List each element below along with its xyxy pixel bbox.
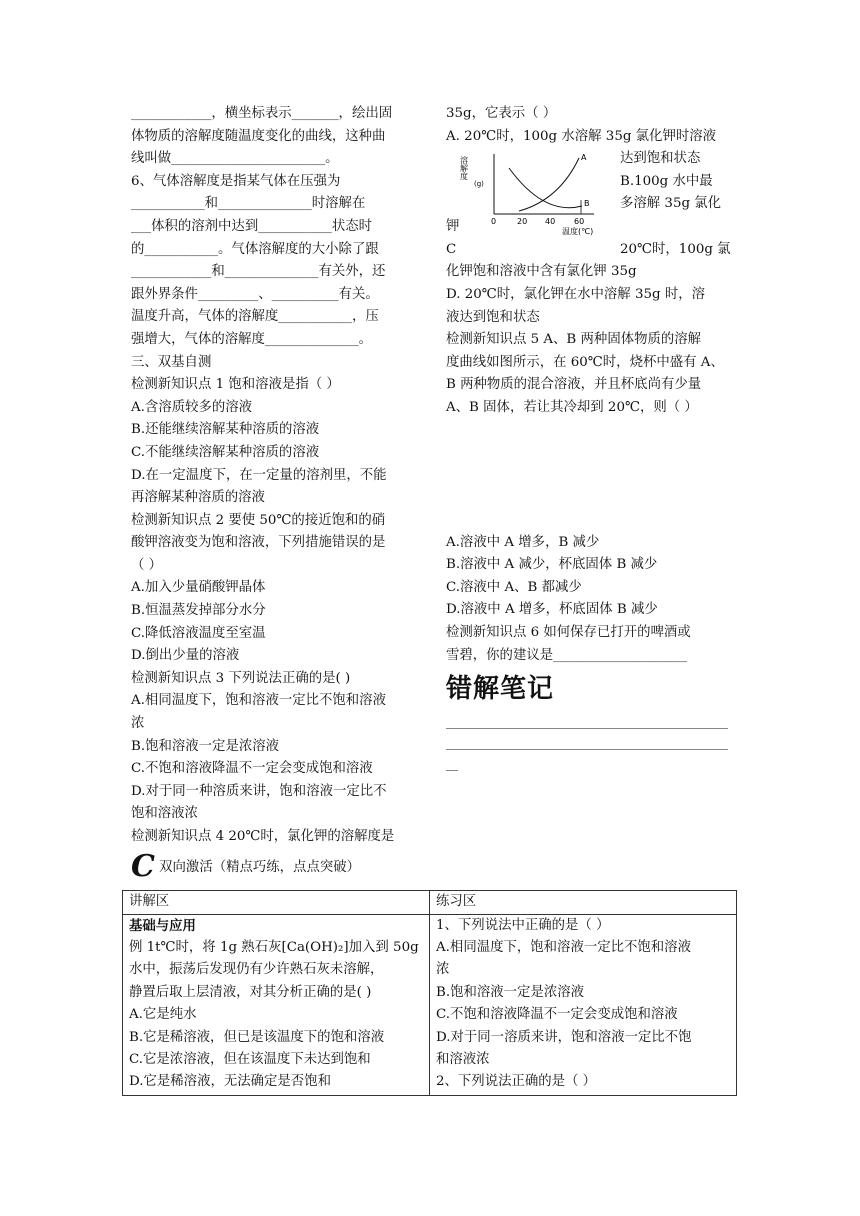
- left-line-3: 6、气体溶解度是指某气体在压强为: [131, 173, 341, 189]
- right-after-graph: [446, 261, 732, 419]
- left-line-4: ___________和______________时溶解在: [131, 196, 366, 212]
- right-top-lines: [446, 103, 732, 148]
- x-axis-label: 温度(℃): [562, 227, 594, 237]
- left-line-8: 跟外界条件_________、__________有关。: [131, 286, 379, 302]
- explain-line-1: 水中，振荡后发现仍有少许熟石灰未溶解，: [129, 962, 384, 978]
- left-line-9: 温度升高，气体的溶解度___________，压: [131, 309, 379, 325]
- practice-line-1: A.相同温度下，饱和溶液一定比不饱和溶液: [436, 939, 691, 955]
- x-tick-20: 20: [517, 217, 528, 227]
- practice-line-5: D.对于同一溶质来讲，饱和溶液一定比不饱: [436, 1029, 692, 1045]
- left-column: [131, 103, 419, 849]
- graph-side-line-0: 达到饱和状态: [620, 151, 701, 167]
- left-line-25: 检测新知识点 3 下列说法正确的是( ): [131, 670, 351, 686]
- left-line-12: 检测新知识点 1 饱和溶液是指（ ）: [131, 377, 340, 393]
- explain-line-6: D.它是稀溶液，无法确定是否饱和: [129, 1074, 331, 1090]
- practice-table: [122, 890, 737, 1096]
- right-option-line-4: 检测新知识点 6 如何保存已打开的啤酒或: [446, 624, 691, 640]
- solubility-graph: [459, 148, 614, 238]
- left-line-17: 再溶解某种溶质的溶液: [131, 490, 265, 506]
- right-option-line-2: C.溶液中 A、B 都减少: [446, 579, 582, 595]
- left-line-5: ___体积的溶剂中达到___________状态时: [131, 218, 373, 234]
- explain-line-0: 例 1t℃时，将 1g 熟石灰[Ca(OH)₂]加入到 50g: [129, 939, 419, 955]
- left-line-29: C.不饱和溶液降温不一定会变成饱和溶液: [131, 761, 373, 777]
- right-after-line-4: 度曲线如图所示，在 60℃时，烧杯中盛有 A、: [446, 354, 724, 370]
- right-after-line-6: A、B 固体，若让其冷却到 20℃，则（ ）: [446, 399, 698, 415]
- left-line-20: （ ）: [131, 557, 163, 573]
- left-line-24: D.倒出少量的溶液: [131, 648, 240, 664]
- right-after-line-0: 化钾饱和溶液中含有氯化钾 35g: [446, 264, 637, 280]
- curve-b: [509, 168, 582, 208]
- left-line-10: 强增大，气体的溶解度______________。: [131, 331, 373, 347]
- left-line-31: 饱和溶液浓: [131, 806, 198, 822]
- notes-line-3: [446, 750, 458, 771]
- explain-line-3: A.它是纯水: [129, 1007, 197, 1023]
- header-practice: 练习区: [430, 891, 737, 915]
- right-after-line-1: D. 20℃时，氯化钾在水中溶解 35g 时，溶: [446, 286, 705, 302]
- left-line-21: A.加入少量硝酸钾晶体: [131, 580, 266, 596]
- header-explain: 讲解区: [123, 891, 430, 915]
- right-column: [446, 103, 732, 771]
- left-line-15: C.不能继续溶解某种溶质的溶液: [131, 444, 320, 460]
- left-line-18: 检测新知识点 2 要使 50℃的接近饱和的硝: [131, 512, 386, 528]
- right-options: [446, 532, 732, 668]
- right-after-line-5: B 两种物质的混合溶液，并且杯底尚有少量: [446, 377, 702, 393]
- left-line-32: 检测新知识点 4 20℃时，氯化钾的溶解度是: [131, 829, 395, 844]
- right-option-line-0: A.溶液中 A 增多，B 减少: [446, 534, 600, 550]
- practice-line-0: 1、下列说法中正确的是（ ）: [436, 917, 610, 933]
- explain-subheading: 基础与应用: [129, 917, 196, 934]
- x-tick-40: 40: [545, 217, 556, 227]
- y-axis-label: 溶解度: [459, 156, 469, 181]
- right-option-line-5: 雪碧，你的建议是____________________: [446, 647, 688, 663]
- left-line-13: A.含溶质较多的溶液: [131, 399, 253, 415]
- left-line-6: 的___________。气体溶解度的大小除了跟: [131, 241, 379, 257]
- right-after-line-3: 检测新知识点 5 A、B 两种固体物质的溶解: [446, 332, 702, 348]
- graph-wrap-line-1: C 20℃时，100g 氯: [446, 239, 732, 262]
- left-line-26: A.相同温度下，饱和溶液一定比不饱和溶液: [131, 693, 386, 709]
- left-line-30: D.对于同一种溶质来讲，饱和溶液一定比不: [131, 783, 387, 799]
- left-line-11: 三、双基自测: [131, 354, 212, 370]
- graph-row: [446, 148, 732, 238]
- graph-side-line-2: 多溶解 35g 氯化: [620, 196, 722, 212]
- graph-wrap-line-0: 钾: [446, 219, 460, 235]
- y-axis-unit: (g): [474, 180, 484, 189]
- explain-lines: [129, 937, 425, 1094]
- explain-line-5: C.它是浓溶液，但在该温度下未达到饱和: [129, 1051, 371, 1067]
- left-line-0: ____________，横坐标表示_______，绘出固: [131, 106, 393, 121]
- practice-lines: [436, 915, 732, 1094]
- error-notes-title: 错解笔记: [446, 674, 555, 705]
- left-line-2: 线叫做_______________________。: [131, 151, 339, 167]
- right-option-line-3: D.溶液中 A 增多，杯底固体 B 减少: [446, 602, 658, 618]
- figure-space: [446, 420, 732, 532]
- option-c-tail: 20℃时，100g 氯: [620, 241, 731, 257]
- section-c-letter: C: [131, 849, 155, 884]
- right-top-line-0: 35g，它表示（ ）: [446, 106, 557, 121]
- left-line-19: 酸钾溶液变为饱和溶液，下列措施错误的是: [131, 535, 386, 551]
- left-line-7: ____________和______________有关外，还: [131, 264, 386, 280]
- practice-line-7: 2、下列说法正确的是（ ）: [436, 1074, 597, 1090]
- explain-line-4: B.它是稀溶液，但已是该温度下的饱和溶液: [129, 1029, 385, 1045]
- practice-line-6: 和溶液浓: [436, 1051, 490, 1067]
- notes-line-2: [446, 729, 728, 750]
- curve-b-label: B: [584, 199, 590, 209]
- left-line-23: C.降低溶液温度至室温: [131, 625, 266, 641]
- graph-side-text: [620, 148, 732, 216]
- section-c-heading: [131, 849, 361, 884]
- practice-cell: [430, 914, 737, 1095]
- left-line-1: 体物质的溶解度随温度变化的曲线，这种曲: [131, 128, 386, 144]
- explain-line-2: 静置后取上层清液，对其分析正确的是( ): [129, 984, 372, 1000]
- section-c-text: 双向激活（精点巧练，点点突破）: [159, 860, 361, 875]
- x-tick-0: 0: [491, 217, 497, 227]
- right-option-line-1: B.溶液中 A 减少，杯底固体 B 减少: [446, 557, 658, 573]
- left-line-16: D.在一定温度下，在一定量的溶剂里，不能: [131, 467, 387, 483]
- left-line-22: B.恒温蒸发掉部分水分: [131, 603, 266, 619]
- practice-line-4: C.不饱和溶液降温不一定会变成饱和溶液: [436, 1007, 678, 1023]
- explain-cell: [123, 914, 430, 1095]
- practice-line-2: 浓: [436, 962, 450, 978]
- left-line-28: B.饱和溶液一定是浓溶液: [131, 738, 280, 754]
- graph-side-line-1: B.100g 水中最: [620, 173, 713, 189]
- notes-line-1: [446, 708, 728, 729]
- x-tick-60: 60: [574, 217, 585, 227]
- left-line-27: 浓: [131, 716, 145, 732]
- left-line-14: B.还能继续溶解某种溶质的溶液: [131, 422, 320, 438]
- right-after-line-2: 液达到饱和状态: [446, 309, 540, 325]
- curve-a-label: A: [581, 153, 587, 163]
- practice-line-3: B.饱和溶液一定是浓溶液: [436, 984, 585, 1000]
- right-top-line-1: A. 20℃时，100g 水溶解 35g 氯化钾时溶液: [446, 128, 717, 144]
